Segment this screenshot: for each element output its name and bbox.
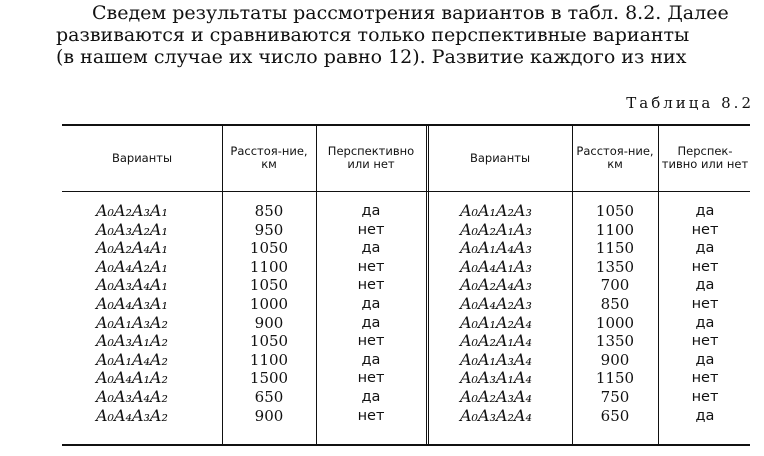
table-cell-variant: A₀A₃A₄A₂	[96, 386, 168, 406]
table-cell-variant: A₀A₃A₄A₁	[96, 275, 168, 295]
table-cell-distance: 750	[600, 387, 630, 406]
paragraph-line-1: Сведем результаты рассмотрения вариантов в табл. 8.2. Далее	[92, 2, 729, 24]
table-cell-perspective: да	[361, 295, 381, 312]
header-perspective: Перспективно или нет	[327, 144, 415, 171]
table-cell-variant: A₀A₃A₂A₄	[460, 405, 532, 425]
table-cell-variant: A₀A₃A₁A₂	[96, 331, 168, 351]
table-cell-distance: 700	[600, 276, 630, 295]
table-cell-variant: A₀A₄A₃A₂	[96, 405, 168, 425]
table-cell-distance: 1500	[249, 369, 289, 388]
table-header-rule	[62, 191, 750, 192]
table-cell-variant: A₀A₁A₂A₃	[460, 201, 532, 220]
table-cell-perspective: нет	[691, 221, 719, 238]
table-cell-perspective: да	[361, 240, 381, 257]
table-cell-distance: 1100	[595, 220, 635, 239]
table-cell-perspective: нет	[691, 258, 719, 275]
table-cell-perspective: да	[695, 203, 715, 219]
table-caption: Таблица 8.2	[626, 94, 754, 112]
table-cell-perspective: нет	[357, 407, 385, 424]
table-cell-perspective: нет	[691, 333, 719, 350]
table-cell-variant: A₀A₄A₂A₁	[96, 256, 168, 276]
table-cell-variant: A₀A₁A₃A₂	[96, 312, 168, 332]
table-cell-variant: A₀A₂A₃A₄	[460, 386, 532, 406]
table-cell-distance: 1150	[595, 369, 635, 388]
table-cell-distance: 1100	[249, 257, 289, 276]
table-cell-perspective: да	[361, 203, 381, 219]
paragraph-line-2: развиваются и сравниваются только перспективные варианты	[56, 24, 690, 46]
table-cell-perspective: да	[695, 351, 715, 368]
table-cell-distance: 850	[254, 202, 284, 220]
table-cell-distance: 850	[600, 294, 630, 313]
table-cell-distance: 1050	[249, 276, 289, 295]
table-cell-perspective: нет	[357, 221, 385, 238]
table-cell-perspective: да	[361, 351, 381, 368]
column-divider	[658, 124, 659, 446]
intro-paragraph	[56, 2, 750, 68]
table-cell-perspective: нет	[357, 370, 385, 387]
table-cell-distance: 900	[600, 350, 630, 369]
table-cell-perspective: да	[361, 388, 381, 405]
header-variants-right: Варианты	[469, 150, 531, 165]
header-variants: Варианты	[111, 150, 173, 165]
left-perspective-column	[318, 202, 424, 425]
table-top-rule	[62, 124, 750, 126]
table-cell-distance: 1350	[595, 257, 635, 276]
variants-table	[62, 124, 750, 446]
table-cell-variant: A₀A₄A₁A₃	[460, 256, 532, 276]
table-bottom-rule	[62, 444, 750, 446]
table-cell-perspective: да	[695, 407, 715, 424]
table-cell-variant: A₀A₂A₄A₃	[460, 275, 532, 295]
column-divider	[572, 124, 573, 446]
table-cell-variant: A₀A₃A₂A₁	[96, 219, 168, 239]
table-cell-distance: 900	[254, 406, 284, 425]
table-cell-distance: 950	[254, 220, 284, 239]
table-cell-variant: A₀A₃A₁A₄	[460, 368, 532, 388]
table-cell-variant: A₀A₁A₄A₃	[460, 238, 532, 258]
table-cell-distance: 650	[600, 406, 630, 425]
table-cell-variant: A₀A₁A₂A₄	[460, 312, 532, 332]
table-cell-distance: 650	[254, 387, 284, 406]
right-variant-column	[460, 202, 570, 425]
column-divider	[222, 124, 223, 446]
paragraph-line-3: (в нашем случае их число равно 12). Развитие каждого из них	[56, 46, 687, 68]
table-cell-variant: A₀A₁A₃A₄	[460, 349, 532, 369]
right-distance-column	[574, 202, 656, 425]
table-cell-perspective: нет	[691, 388, 719, 405]
right-perspective-column	[660, 202, 750, 425]
table-cell-perspective: да	[695, 314, 715, 331]
table-cell-perspective: да	[361, 314, 381, 331]
table-cell-variant: A₀A₂A₁A₄	[460, 331, 532, 351]
table-cell-variant: A₀A₄A₃A₁	[96, 293, 168, 313]
table-cell-distance: 1000	[249, 294, 289, 313]
middle-double-divider	[426, 124, 429, 446]
table-cell-variant: A₀A₂A₁A₃	[460, 219, 532, 239]
table-cell-variant: A₀A₄A₁A₂	[96, 368, 168, 388]
table-cell-distance: 1000	[595, 313, 635, 332]
table-cell-distance: 900	[254, 313, 284, 332]
left-distance-column	[224, 202, 314, 425]
header-distance-right: Расстоя-ние, км	[576, 144, 654, 171]
table-cell-distance: 1150	[595, 239, 635, 258]
header-distance: Расстоя-ние, км	[230, 144, 308, 171]
table-cell-perspective: да	[695, 240, 715, 257]
table-cell-perspective: нет	[691, 370, 719, 387]
table-cell-perspective: да	[695, 277, 715, 294]
table-cell-distance: 1050	[249, 239, 289, 258]
table-cell-variant: A₀A₂A₃A₁	[96, 201, 168, 220]
table-cell-perspective: нет	[357, 258, 385, 275]
table-cell-distance: 1050	[595, 202, 635, 220]
table-cell-perspective: нет	[357, 277, 385, 294]
table-cell-distance: 1050	[249, 332, 289, 351]
table-cell-variant: A₀A₁A₄A₂	[96, 349, 168, 369]
table-cell-variant: A₀A₄A₂A₃	[460, 293, 532, 313]
left-variant-column	[96, 202, 220, 425]
table-cell-variant: A₀A₂A₄A₁	[96, 238, 168, 258]
table-cell-distance: 1100	[249, 350, 289, 369]
table-cell-perspective: нет	[357, 333, 385, 350]
table-cell-perspective: нет	[691, 295, 719, 312]
column-divider	[316, 124, 317, 446]
table-cell-distance: 1350	[595, 332, 635, 351]
header-perspective-right: Перспек-тивно или нет	[661, 144, 749, 171]
